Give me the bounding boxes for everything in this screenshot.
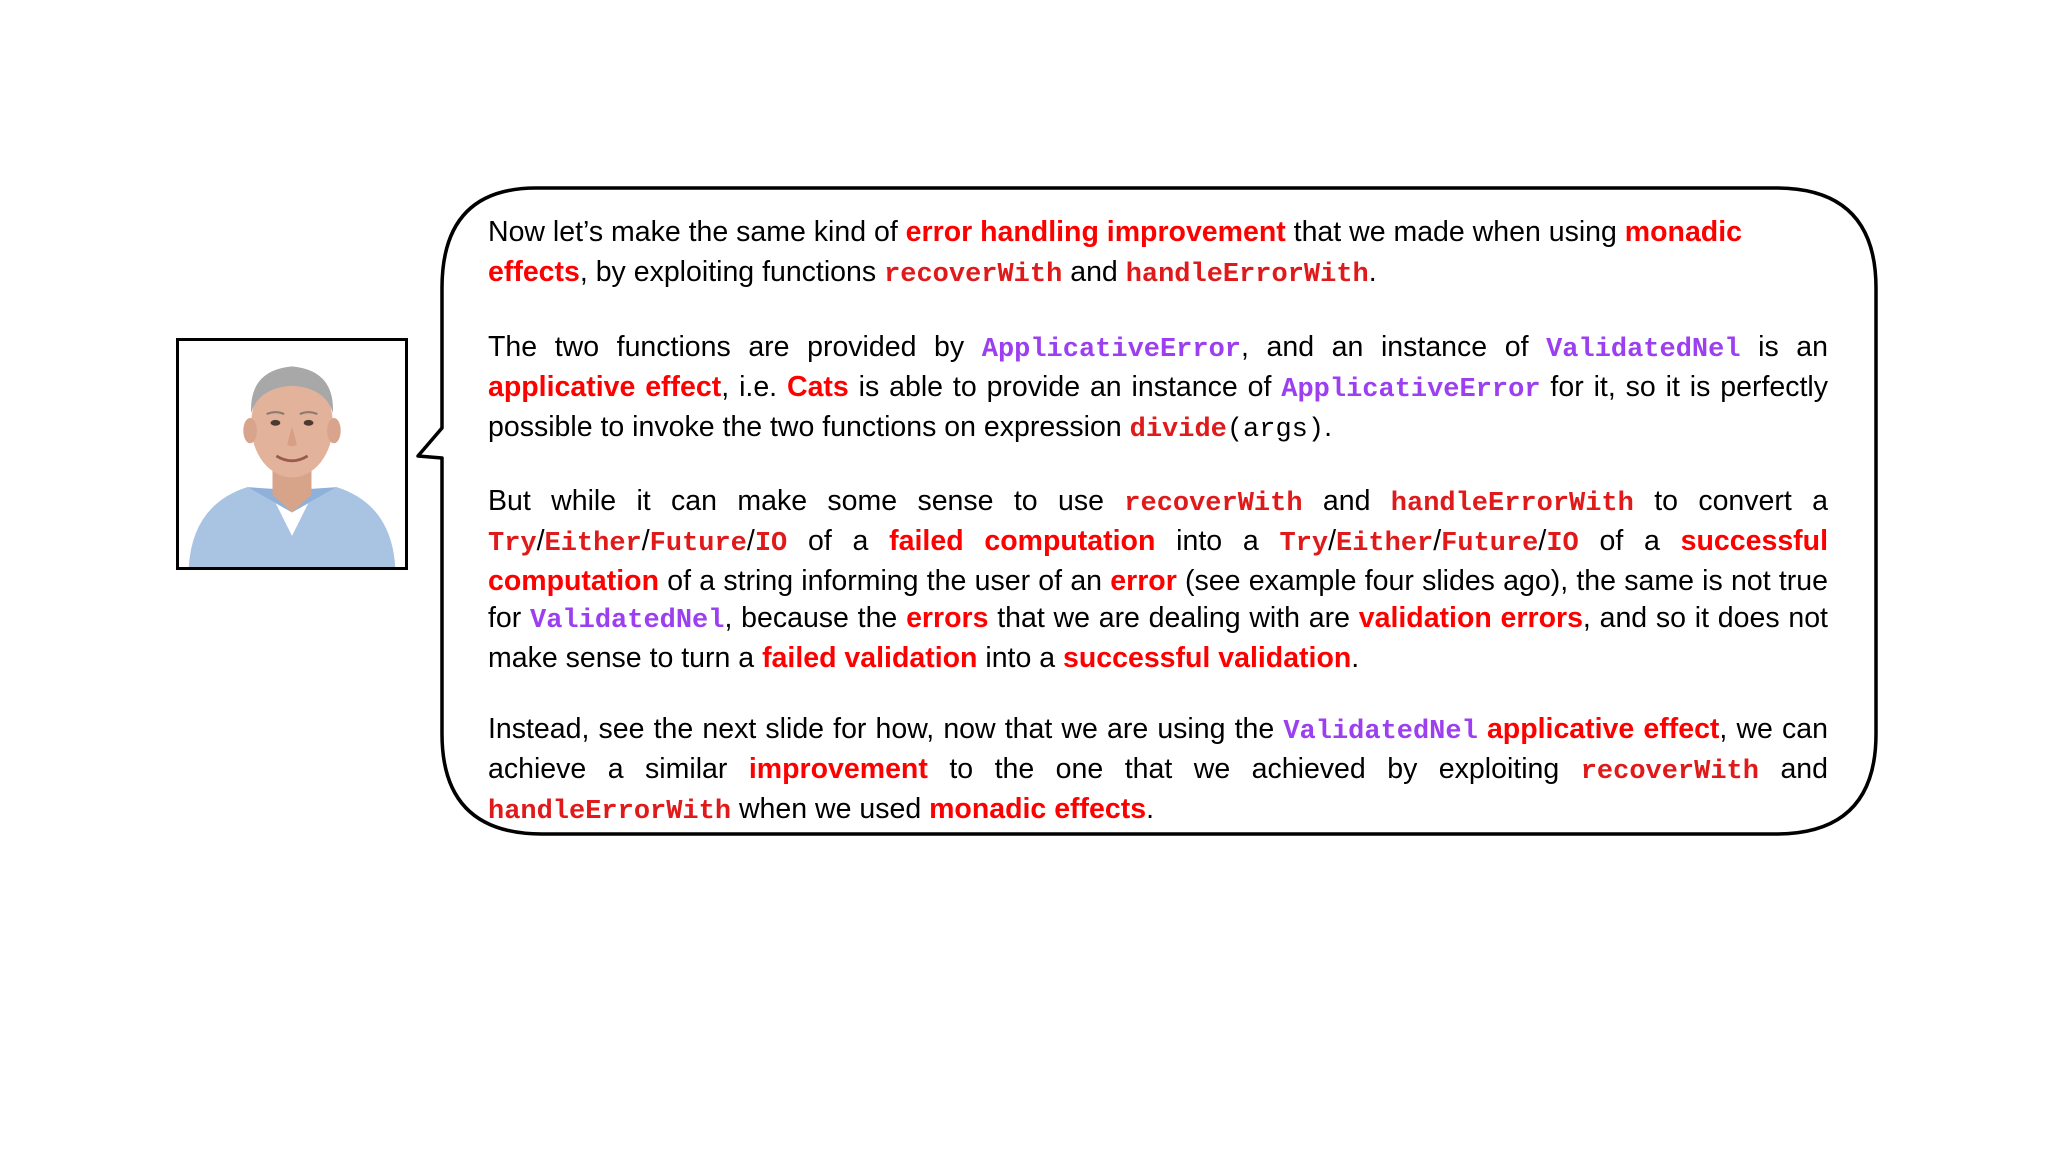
- text: The two functions are provided by: [488, 331, 982, 363]
- highlight: failed validation: [762, 642, 978, 674]
- highlight: applicative effect: [1486, 713, 1720, 745]
- code-term: handleErrorWith: [488, 797, 732, 827]
- text: /: [641, 525, 650, 557]
- text: is an: [1740, 331, 1829, 363]
- text: /: [1328, 525, 1337, 557]
- paragraph-2: [488, 329, 1828, 449]
- text: and: [1062, 256, 1126, 288]
- text: into a: [977, 642, 1064, 674]
- text: into a: [1155, 525, 1280, 557]
- code-args: (args): [1226, 415, 1325, 445]
- text: and: [1758, 753, 1828, 785]
- text: .: [1351, 642, 1360, 674]
- person-photo-icon: [179, 341, 405, 567]
- text: and: [1302, 485, 1391, 517]
- code-term: IO: [754, 529, 788, 559]
- highlight: validation errors: [1358, 602, 1583, 634]
- highlight: monadic effects: [488, 216, 1742, 288]
- text: , by exploiting functions: [579, 256, 885, 288]
- code-term: Future: [649, 529, 747, 559]
- text: Instead, see the next slide for how, now that we are using the: [488, 713, 1284, 745]
- text: , and an instance of: [1241, 331, 1547, 363]
- code-term: handleErrorWith: [1390, 489, 1634, 519]
- text: that we made when using: [1285, 216, 1625, 248]
- code-term: handleErrorWith: [1125, 260, 1369, 290]
- text: , i.e.: [721, 371, 787, 403]
- highlight: improvement: [748, 753, 928, 785]
- text: of a: [1578, 525, 1681, 557]
- text: [1478, 713, 1487, 745]
- highlight: monadic effects: [929, 793, 1147, 825]
- highlight: errors: [906, 602, 989, 634]
- text: .: [1146, 793, 1154, 825]
- text: of a string informing the user of an: [659, 565, 1111, 597]
- text: .: [1324, 411, 1332, 443]
- highlight: error handling improvement: [905, 216, 1286, 248]
- text: , we can achieve a similar: [488, 713, 1829, 785]
- text: Now let’s make the same kind of: [488, 216, 906, 248]
- text: /: [746, 525, 755, 557]
- type-term: ValidatedNel: [1283, 717, 1478, 747]
- text: (see example four slides ago), the same is not true for: [488, 565, 1828, 634]
- highlight: Cats: [786, 371, 849, 403]
- text: /: [1538, 525, 1547, 557]
- text: that we are dealing with are: [988, 602, 1359, 634]
- code-term: Either: [1336, 529, 1434, 559]
- paragraph-3: [488, 483, 1828, 677]
- code-term: Try: [1279, 529, 1329, 559]
- text: to convert a: [1633, 485, 1828, 517]
- text: But while it can make some sense to use: [488, 485, 1125, 517]
- highlight: failed computation: [889, 525, 1156, 557]
- code-term: Future: [1441, 529, 1539, 559]
- text: of a: [787, 525, 890, 557]
- text: to the one that we achieved by exploiting: [927, 753, 1581, 785]
- type-term: ValidatedNel: [530, 606, 725, 636]
- type-term: ApplicativeError: [1281, 375, 1541, 405]
- code-term: recoverWith: [1580, 757, 1759, 787]
- slide-text: [488, 212, 1828, 831]
- speaker-portrait: [176, 338, 408, 570]
- paragraph-1: [488, 212, 1828, 295]
- text: .: [1368, 256, 1377, 288]
- code-term: divide: [1129, 415, 1227, 445]
- code-term: recoverWith: [884, 260, 1063, 290]
- type-term: ValidatedNel: [1546, 335, 1741, 365]
- text: /: [1433, 525, 1442, 557]
- text: is able to provide an instance of: [848, 371, 1282, 403]
- paragraph-4: [488, 711, 1828, 831]
- code-term: IO: [1546, 529, 1579, 559]
- code-term: Try: [488, 529, 537, 559]
- code-term: Either: [544, 529, 642, 559]
- code-term: recoverWith: [1124, 489, 1303, 519]
- type-term: ApplicativeError: [981, 335, 1241, 365]
- text: /: [536, 525, 545, 557]
- text: when we used: [731, 793, 930, 825]
- text: for it, so it is perfectly possible to invoke the two functions on expression: [488, 371, 1828, 443]
- highlight: successful computation: [488, 525, 1829, 597]
- text: , because the: [724, 602, 907, 634]
- highlight: error: [1110, 565, 1177, 597]
- highlight: applicative effect: [488, 371, 722, 403]
- highlight: successful validation: [1063, 642, 1352, 674]
- text: , and so it does not make sense to turn a: [488, 602, 1828, 674]
